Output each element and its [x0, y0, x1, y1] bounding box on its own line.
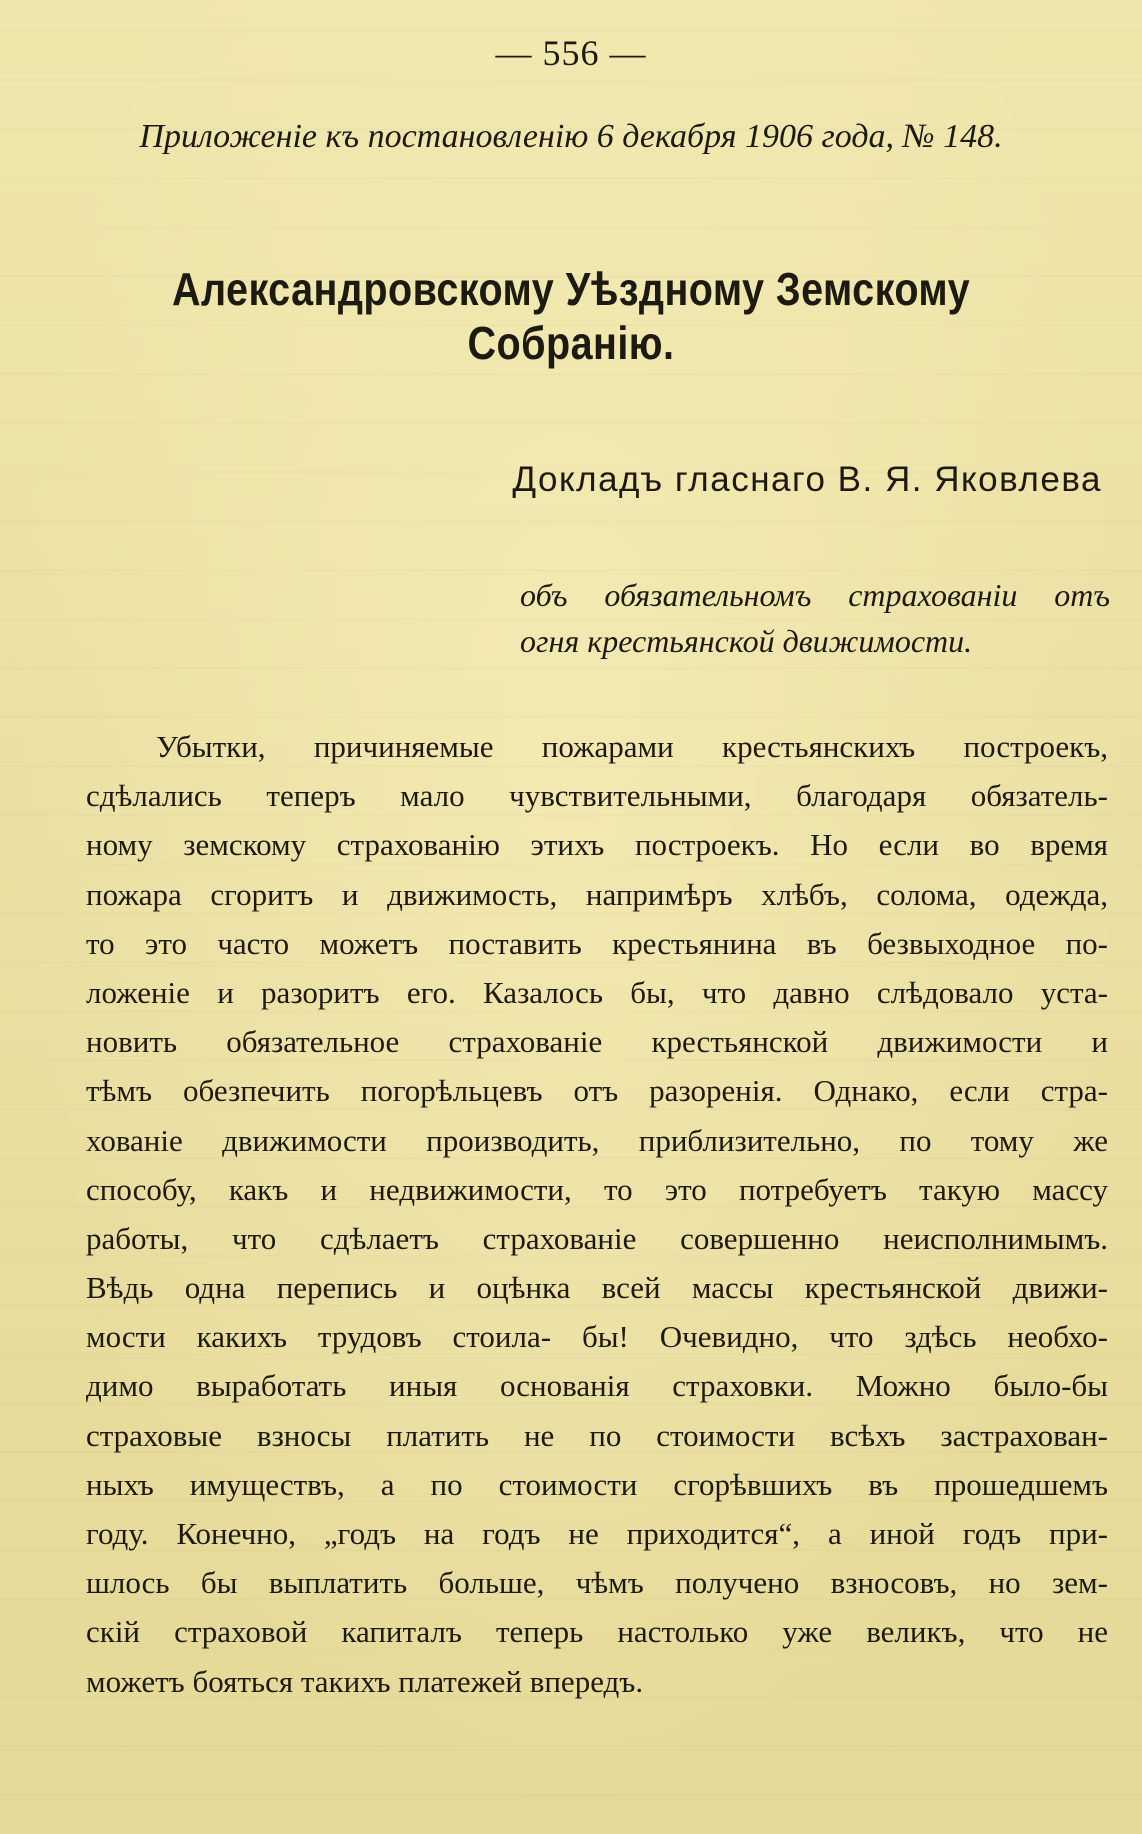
body-line: сдѣлались теперъ мало чувствительными, благодаря обязатель- [86, 778, 1108, 814]
report-subject-line: огня крестьянской движимости. [520, 623, 973, 659]
assembly-title: Александровскому Уѣздному Земскому Собранію. [171, 263, 971, 369]
body-line: шлось бы выплатить больше, чѣмъ получено взносовъ, но зем- [86, 1565, 1108, 1601]
body-line: способу, какъ и недвижимости, то это потребуетъ такую массу [86, 1171, 1108, 1207]
body-line: Вѣдь одна перепись и оцѣнка всей массы крестьянской движи- [86, 1270, 1108, 1306]
body-line: году. Конечно, „годъ на годъ не приходится“, а иной годъ при- [86, 1516, 1108, 1551]
body-line: хованіе движимости производить, приблизительно, по тому же [86, 1122, 1108, 1158]
body-line: страховые взносы платить не по стоимости всѣхъ застрахован- [86, 1417, 1108, 1453]
body-line: можетъ бояться такихъ платежей впередъ. [86, 1663, 644, 1699]
body-line: ному земскому страхованію этихъ построекъ. Но если во время [86, 827, 1108, 863]
body-line: Убытки, причиняемые пожарами крестьянскихъ построекъ, [156, 729, 1108, 764]
body-line: тѣмъ обезпечить погорѣльцевъ отъ разоренія. Однако, если стра- [86, 1073, 1108, 1109]
body-line: ложеніе и разоритъ его. Казалось бы, что давно слѣдовало уста- [86, 974, 1108, 1010]
body-line: скій страховой капиталъ теперь настолько уже великъ, что не [86, 1614, 1108, 1650]
body-line: то это часто можетъ поставить крестьянина въ безвыходное по- [86, 925, 1108, 961]
body-line: ныхъ имуществъ, а по стоимости сгорѣвшихъ въ прошедшемъ [86, 1466, 1108, 1502]
body-line: мости какихъ трудовъ стоила- бы! Очевидно, что здѣсь необхо- [86, 1319, 1108, 1355]
body-line: новить обязательное страхованіе крестьянской движимости и [86, 1024, 1108, 1060]
body-line: димо выработать иныя основанія страховки. Можно было-бы [86, 1368, 1108, 1404]
appendix-heading: Приложеніе къ постановленію 6 декабря 1906 года, № 148. [139, 118, 1003, 155]
body-line: пожара сгоритъ и движимость, напримѣръ хлѣбъ, солома, одежда, [86, 876, 1108, 912]
body-paragraph [86, 722, 1108, 1706]
report-author: Докладъ гласнаго В. Я. Яковлева [512, 460, 1102, 499]
body-line: работы, что сдѣлаетъ страхованіе совершенно неисполнимымъ. [86, 1220, 1108, 1256]
report-subject [520, 572, 1110, 664]
report-subject-line: объ обязательномъ страхованіи отъ [520, 577, 1110, 613]
page-number: — 556 — [495, 33, 647, 73]
